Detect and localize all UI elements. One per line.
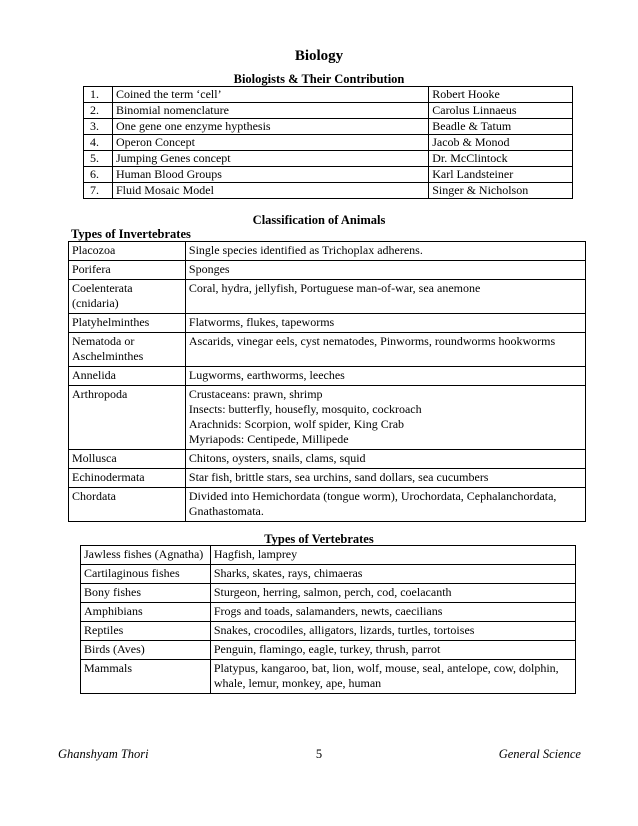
table-row [69,333,586,367]
phylum-cell [69,450,186,469]
biologist-name-cell: Jacob & Monod [429,135,573,151]
examples-cell [185,333,585,367]
examples-cell [185,488,585,522]
table-row [81,546,576,565]
examples-cell-line: Star fish, brittle stars, sea urchins, sand dollars, sea cucumbers [188,470,489,484]
examples-cell [210,584,575,603]
footer-author: Ghanshyam Thori [58,747,149,761]
examples-cell [185,242,585,261]
vertebrates-heading: Types of Vertebrates [264,532,374,546]
phylum-cell-line: Mollusca [72,451,117,465]
examples-cell [210,565,575,584]
row-number: 6. [84,167,113,183]
examples-cell [210,622,575,641]
examples-cell-line: Insects: butterfly, housefly, mosquito, cockroach [188,402,422,416]
examples-cell [210,660,575,694]
table-row [69,450,586,469]
table-row [69,469,586,488]
examples-cell-line: Sharks, skates, rays, chimaeras [213,566,363,580]
table-row [69,488,586,522]
table-row [69,314,586,333]
footer-page-number: 5 [315,747,323,761]
biologist-name-cell: Carolus Linnaeus [429,103,573,119]
examples-cell-line: Snakes, crocodiles, alligators, lizards, turtles, tortoises [213,623,475,637]
phylum-cell [69,488,186,522]
biologist-name-cell: Dr. McClintock [429,151,573,167]
contribution-cell: Human Blood Groups [112,167,428,183]
table-row [84,183,573,199]
phylum-cell-line: Annelida [72,368,116,382]
row-number: 7. [84,183,113,199]
class-cell: Birds (Aves) [81,641,211,660]
phylum-cell [69,469,186,488]
examples-cell-line: Hagfish, lamprey [213,547,298,561]
phylum-cell-line: Porifera [72,262,111,276]
contribution-cell: One gene one enzyme hypthesis [112,119,428,135]
examples-cell [185,469,585,488]
phylum-cell-line: Platyhelminthes [72,315,150,329]
examples-cell [210,641,575,660]
class-cell: Jawless fishes (Agnatha) [81,546,211,565]
examples-cell-line: Crustaceans: prawn, shrimp [188,387,323,401]
examples-cell [210,546,575,565]
table-row [81,641,576,660]
examples-cell-line: Myriapods: Centipede, Millipede [188,432,349,446]
examples-cell-line: Frogs and toads, salamanders, newts, caecilians [213,604,443,618]
biologist-name-cell: Karl Landsteiner [429,167,573,183]
biologists-table [83,86,573,199]
phylum-cell [69,333,186,367]
class-cell: Amphibians [81,603,211,622]
examples-cell-line: Arachnids: Scorpion, wolf spider, King Crab [188,417,405,431]
biologist-name-cell: Robert Hooke [429,87,573,103]
class-cell: Bony fishes [81,584,211,603]
row-number: 3. [84,119,113,135]
examples-cell [185,450,585,469]
class-cell: Reptiles [81,622,211,641]
table-row [84,151,573,167]
biologist-name-cell: Singer & Nicholson [429,183,573,199]
class-cell: Cartilaginous fishes [81,565,211,584]
footer-subject: General Science [498,747,581,761]
examples-cell-line: whale, lemur, monkey, ape, human [213,676,382,690]
table-row [84,87,573,103]
phylum-cell [69,367,186,386]
biologists-heading: Biologists & Their Contribution [233,72,405,86]
invertebrates-table [68,241,586,522]
table-row [84,167,573,183]
phylum-cell-line: Aschelminthes [72,349,144,363]
phylum-cell-line: Chordata [72,489,116,503]
table-row [69,280,586,314]
table-row [81,660,576,694]
examples-cell-line: Ascarids, vinegar eels, cyst nematodes, Pinworms, roundworms hookworms [188,334,556,348]
phylum-cell [69,386,186,450]
examples-cell-line: Single species identified as Trichoplax adherens. [188,243,423,257]
phylum-cell-line: Echinodermata [72,470,145,484]
examples-cell-line: Chitons, oysters, snails, clams, squid [188,451,366,465]
biologist-name-cell: Beadle & Tatum [429,119,573,135]
table-row [84,119,573,135]
examples-cell-line: Gnathastomata. [188,504,264,518]
examples-cell-line: Sponges [188,262,230,276]
table-row [69,386,586,450]
phylum-cell-line: Coelenterata [72,281,133,295]
phylum-cell-line: Arthropoda [72,387,128,401]
examples-cell-line: Lugworms, earthworms, leeches [188,368,345,382]
row-number: 1. [84,87,113,103]
examples-cell [185,261,585,280]
row-number: 4. [84,135,113,151]
examples-cell-line: Coral, hydra, jellyfish, Portuguese man-of-war, sea anemone [188,281,481,295]
examples-cell-line: Divided into Hemichordata (tongue worm), Urochordata, Cephalanchordata, [188,489,557,503]
examples-cell [185,280,585,314]
examples-cell [210,603,575,622]
table-row [69,367,586,386]
examples-cell [185,386,585,450]
contribution-cell: Operon Concept [112,135,428,151]
table-row [69,261,586,280]
phylum-cell [69,314,186,333]
contribution-cell: Fluid Mosaic Model [112,183,428,199]
examples-cell-line: Sturgeon, herring, salmon, perch, cod, coelacanth [213,585,452,599]
table-row [81,603,576,622]
phylum-cell [69,261,186,280]
phylum-cell [69,280,186,314]
examples-cell-line: Flatworms, flukes, tapeworms [188,315,335,329]
contribution-cell: Jumping Genes concept [112,151,428,167]
table-row [81,565,576,584]
examples-cell [185,367,585,386]
row-number: 2. [84,103,113,119]
contribution-cell: Binomial nomenclature [112,103,428,119]
examples-cell-line: Penguin, flamingo, eagle, turkey, thrush, parrot [213,642,441,656]
table-row [69,242,586,261]
classification-heading: Classification of Animals [252,213,386,227]
table-row [81,622,576,641]
table-row [84,103,573,119]
table-row [84,135,573,151]
examples-cell [185,314,585,333]
page-title: Biology [294,48,344,64]
examples-cell-line: Platypus, kangaroo, bat, lion, wolf, mouse, seal, antelope, cow, dolphin, [213,661,559,675]
phylum-cell-line: (cnidaria) [72,296,119,310]
vertebrates-table [80,545,576,694]
phylum-cell-line: Placozoa [72,243,116,257]
contribution-cell: Coined the term ‘cell’ [112,87,428,103]
phylum-cell-line: Nematoda or [72,334,135,348]
invertebrates-heading: Types of Invertebrates [71,227,191,241]
row-number: 5. [84,151,113,167]
table-row [81,584,576,603]
phylum-cell [69,242,186,261]
class-cell: Mammals [81,660,211,694]
